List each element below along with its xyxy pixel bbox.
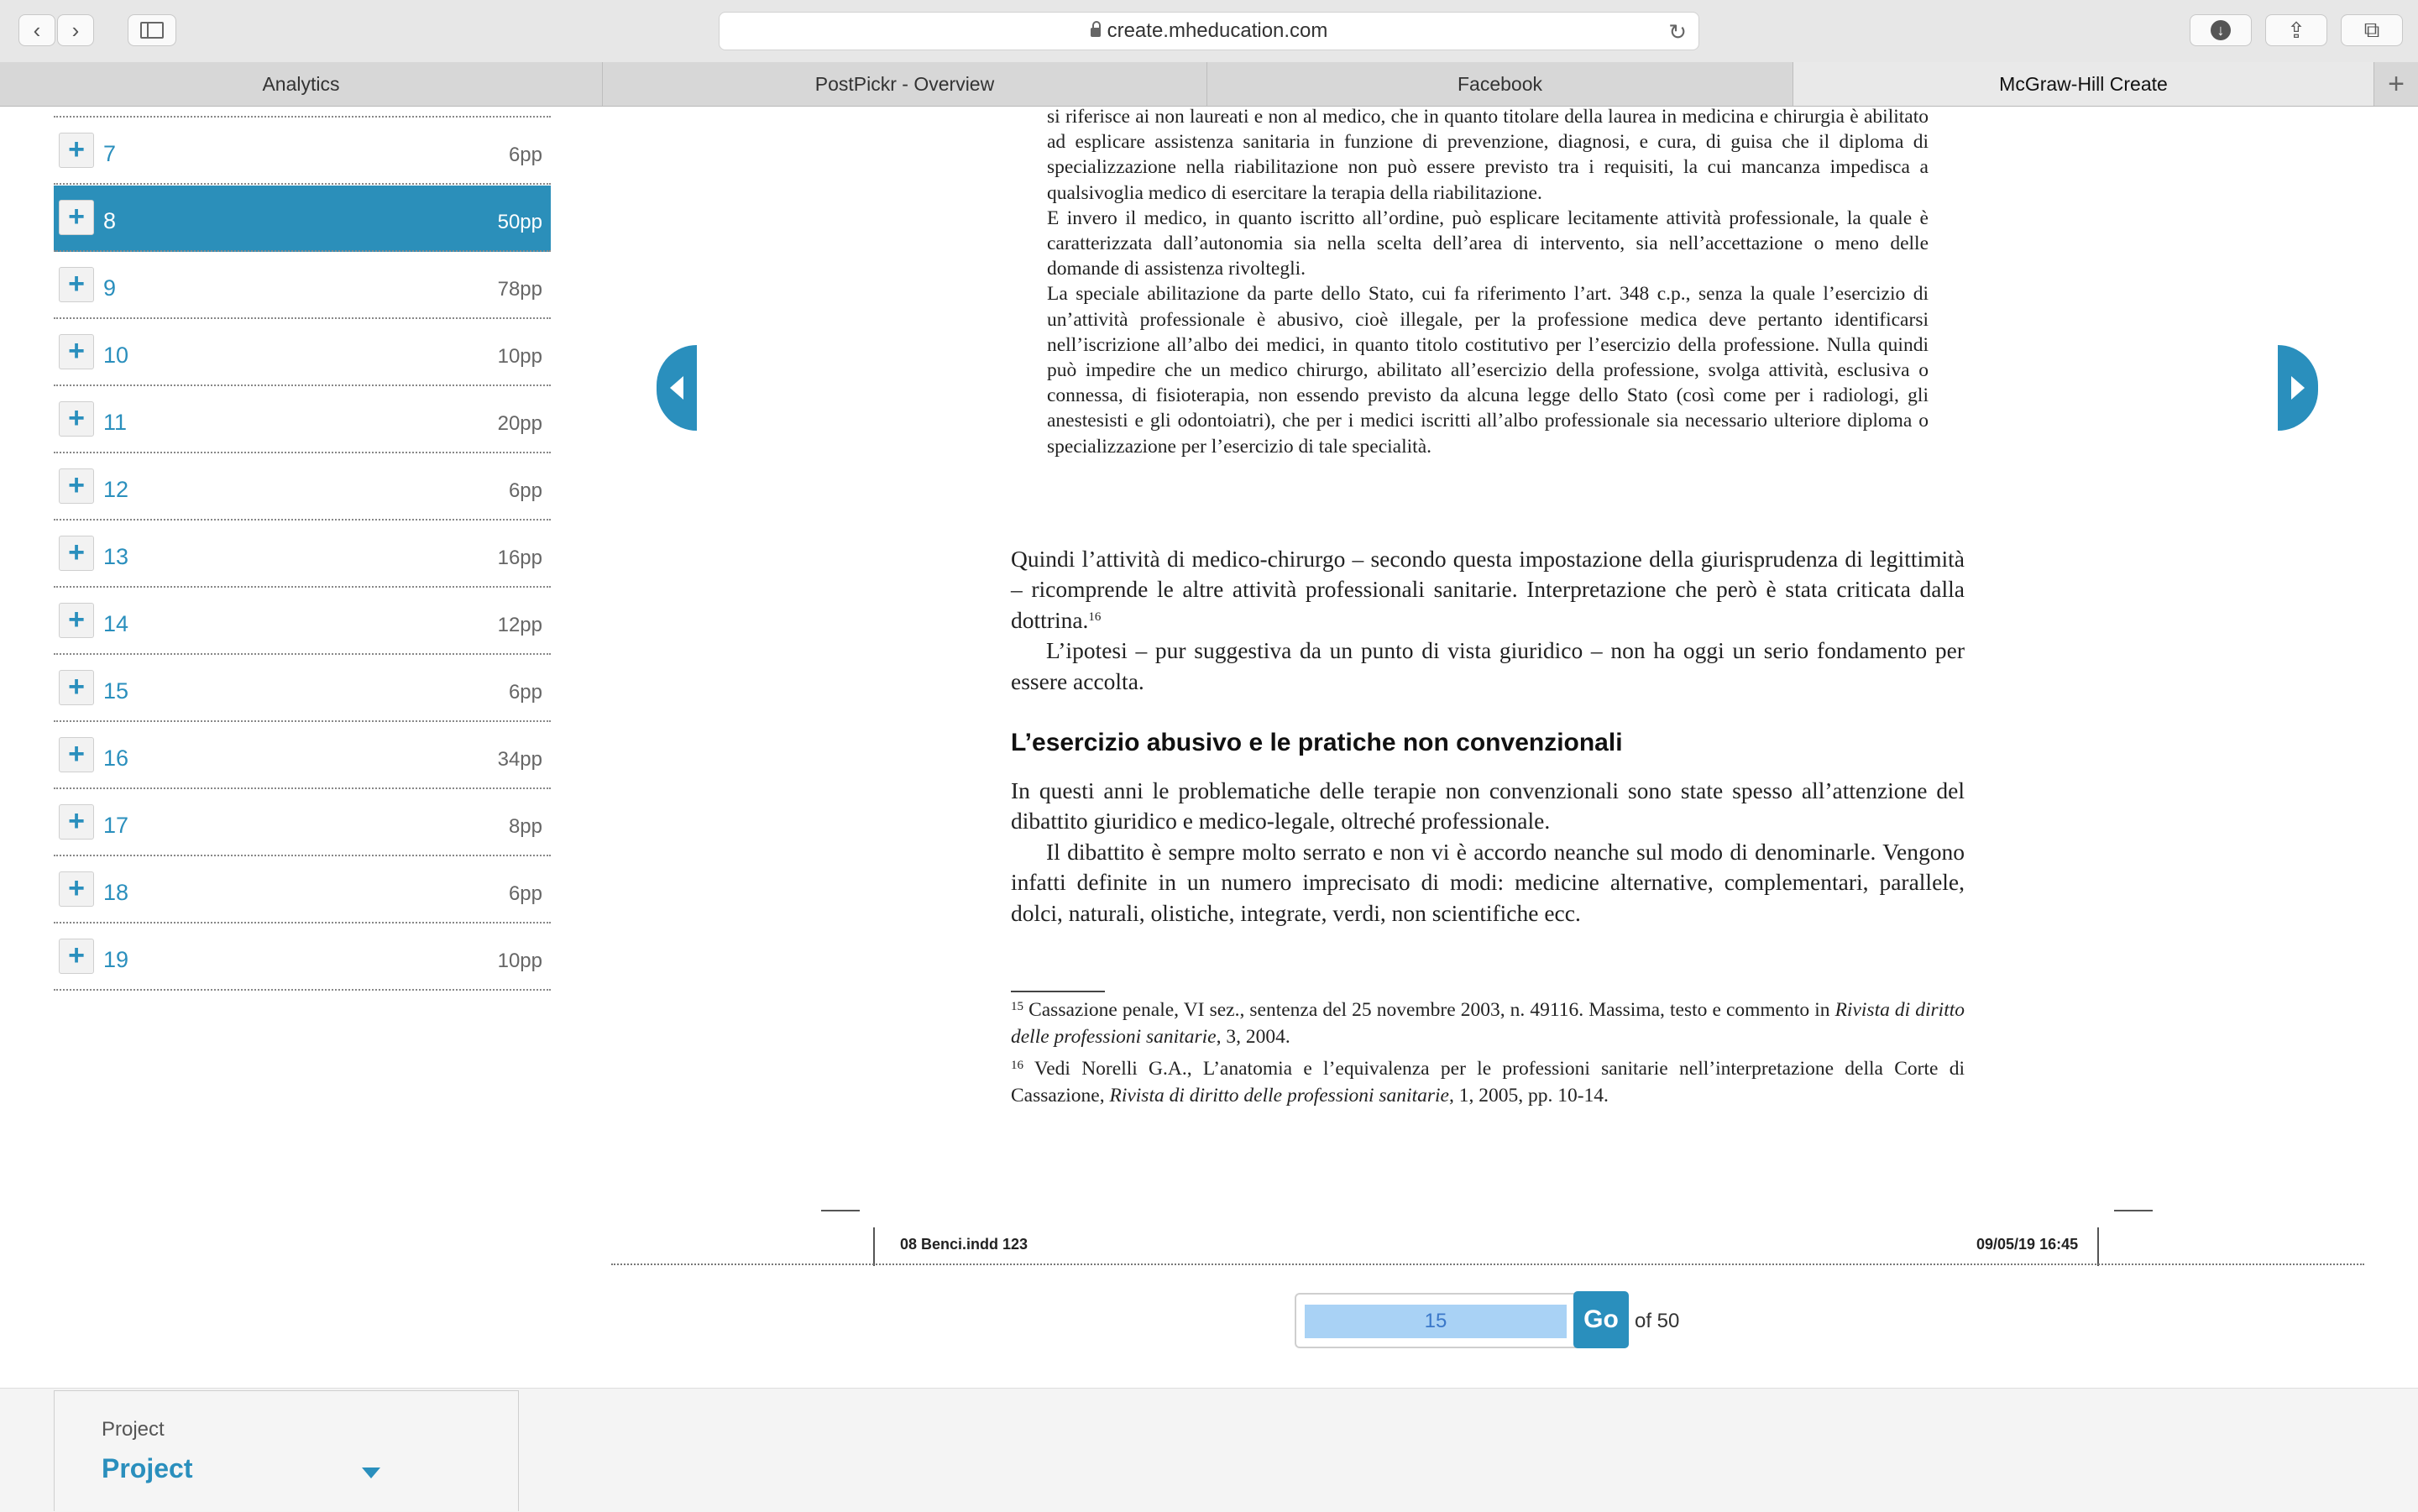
footnote-source: Rivista di diritto delle professioni sanitarie bbox=[1109, 1084, 1449, 1107]
chapter-number[interactable]: 15 bbox=[103, 678, 129, 704]
slug-date-info: 09/05/19 16:45 bbox=[1976, 1236, 2079, 1253]
footnote-source: Rivista di diritto delle professioni sanitarie bbox=[1011, 999, 1965, 1048]
tab-facebook[interactable] bbox=[1207, 62, 1793, 106]
next-page-button[interactable] bbox=[2278, 345, 2318, 431]
section-heading: L’esercizio abusivo e le pratiche non convenzionali bbox=[1011, 729, 1623, 756]
body-paragraph bbox=[1011, 544, 1965, 697]
chapter-list bbox=[54, 106, 551, 991]
chapter-row[interactable] bbox=[54, 253, 551, 319]
sidebar-icon bbox=[140, 22, 164, 39]
expand-plus-icon[interactable]: + bbox=[59, 133, 94, 168]
chapter-pages: 16pp bbox=[497, 547, 542, 569]
chapter-number[interactable]: 7 bbox=[103, 141, 117, 166]
chapter-number[interactable]: 8 bbox=[103, 208, 117, 233]
plus-icon: + bbox=[2388, 67, 2405, 100]
expand-plus-icon[interactable]: + bbox=[59, 871, 94, 907]
footnote-text: Vedi Norelli G.A., L’anatomia e l’equivalenza per le professioni sanitarie nell’interpretazione della Corte di Cassazione, bbox=[1011, 1058, 1965, 1107]
chapter-pages: 50pp bbox=[497, 211, 542, 233]
expand-plus-icon[interactable]: + bbox=[59, 939, 94, 974]
quote-paragraph: E invero il medico, in quanto iscritto all’ordine, può esplicare lecitamente attività professionale, la quale è caratterizzata dall’autonomia sia nella scelta dell’area di intervento, sia nell’accettazione o meno delle domande di assistenza rivoltegli. bbox=[1047, 207, 1929, 280]
chapter-row[interactable] bbox=[54, 723, 551, 789]
project-selector[interactable] bbox=[54, 1390, 519, 1511]
body-paragraph bbox=[1011, 776, 1965, 929]
tab-label: Facebook bbox=[1457, 72, 1542, 95]
previous-page-button[interactable] bbox=[657, 345, 697, 431]
paragraph-text: Quindi l’attività di medico-chirurgo – secondo questa impostazione della giurisprudenza di legittimità – ricomprende le altre attività professionali sanitarie. Interpretazione che però è stata criticata dalla dottrina. bbox=[1011, 546, 1965, 633]
chapter-pages: 6pp bbox=[508, 144, 542, 166]
footnotes bbox=[1011, 997, 1965, 1115]
footnote-divider bbox=[1011, 991, 1105, 992]
chapter-pages: 6pp bbox=[508, 882, 542, 905]
chapter-row[interactable] bbox=[54, 924, 551, 991]
footnote-number: 16 bbox=[1011, 1059, 1023, 1072]
expand-plus-icon[interactable]: + bbox=[59, 536, 94, 571]
chevron-right-icon: › bbox=[71, 17, 80, 43]
sidebar-toggle-button[interactable] bbox=[128, 14, 176, 46]
expand-plus-icon[interactable]: + bbox=[59, 200, 94, 235]
chapter-number[interactable]: 13 bbox=[103, 544, 129, 569]
address-bar[interactable] bbox=[719, 12, 1699, 50]
chapter-number[interactable]: 19 bbox=[103, 947, 129, 972]
reload-icon[interactable]: ↻ bbox=[1668, 19, 1687, 44]
chapter-pages: 10pp bbox=[497, 345, 542, 368]
chapter-number[interactable]: 10 bbox=[103, 343, 129, 368]
footnote-number: 15 bbox=[1011, 1000, 1023, 1013]
chapter-row[interactable] bbox=[54, 857, 551, 923]
chapter-row[interactable] bbox=[54, 387, 551, 453]
project-value[interactable]: Project bbox=[102, 1453, 193, 1483]
forward-button[interactable] bbox=[57, 14, 94, 46]
chapter-number[interactable]: 12 bbox=[103, 477, 129, 502]
tab-label: PostPickr - Overview bbox=[814, 72, 995, 95]
tab-label: Analytics bbox=[262, 72, 340, 95]
browser-toolbar bbox=[0, 0, 2418, 63]
url-text: create.mheducation.com bbox=[1107, 19, 1328, 42]
list-item bbox=[54, 106, 551, 118]
paragraph-text: Il dibattito è sempre molto serrato e non vi è accordo neanche sul modo di denominarle. Vengono infatti definite in un numero imprecisato di modi: medicine alternative, complementari, parallele, dolci, naturali, olistiche, integrate, verdi, non scientifiche ecc. bbox=[1011, 838, 1965, 926]
tabs-overview-button[interactable] bbox=[2341, 14, 2403, 46]
chapter-pages: 78pp bbox=[497, 278, 542, 301]
chapter-number[interactable]: 11 bbox=[103, 410, 128, 435]
back-button[interactable] bbox=[18, 14, 55, 46]
paragraph-text: In questi anni le problematiche delle terapie non convenzionali sono state spesso all’attenzione del dibattito giuridico e medico-legale, oltreché professionale. bbox=[1011, 777, 1965, 834]
footnote bbox=[1011, 1056, 1965, 1109]
expand-plus-icon[interactable]: + bbox=[59, 401, 94, 437]
paragraph-text: L’ipotesi – pur suggestiva da un punto di vista giuridico – non ha oggi un serio fondamento per essere accolta. bbox=[1011, 637, 1965, 694]
crop-mark bbox=[2097, 1227, 2099, 1266]
expand-plus-icon[interactable]: + bbox=[59, 737, 94, 772]
project-label: Project bbox=[102, 1418, 165, 1441]
chapter-row[interactable] bbox=[54, 320, 551, 386]
chapter-number[interactable]: 14 bbox=[103, 611, 129, 636]
tab-bar bbox=[0, 62, 2418, 107]
footnote bbox=[1011, 997, 1965, 1050]
chapter-pages: 34pp bbox=[497, 748, 542, 771]
go-button[interactable]: Go bbox=[1573, 1291, 1629, 1348]
quote-paragraph: si riferisce ai non laureati e non al medico, che in quanto titolare della laurea in medicina e chirurgia è abilitato ad esplicare assistenza sanitaria in funzione di prevenzione, diagnosi, e cura, di guisa che il diploma di specializzazione nella riabilitazione non può essere previsto tra i requisiti, la cui mancanza impedisca a qualsivoglia medico di esercitare la terapia della riabilitazione. bbox=[1047, 106, 1929, 204]
chapter-row[interactable] bbox=[54, 521, 551, 588]
chapter-row[interactable] bbox=[54, 454, 551, 521]
page-edge bbox=[611, 1263, 2364, 1265]
tab-postpickr[interactable] bbox=[603, 62, 1207, 106]
footnote-text: , 3, 2004. bbox=[1216, 1025, 1290, 1048]
tab-analytics[interactable] bbox=[0, 62, 603, 106]
expand-plus-icon[interactable]: + bbox=[59, 334, 94, 369]
crop-mark bbox=[821, 1210, 860, 1211]
downloads-button[interactable] bbox=[2190, 14, 2252, 46]
footnote-ref[interactable]: 16 bbox=[1088, 610, 1102, 624]
chapter-pages: 6pp bbox=[508, 681, 542, 704]
chapter-row-selected[interactable] bbox=[54, 186, 551, 252]
expand-plus-icon[interactable]: + bbox=[59, 267, 94, 302]
chapter-pages: 12pp bbox=[497, 614, 542, 636]
chapter-row[interactable] bbox=[54, 790, 551, 856]
chapter-pages: 8pp bbox=[508, 815, 542, 838]
chapter-number[interactable]: 16 bbox=[103, 746, 129, 771]
expand-plus-icon[interactable]: + bbox=[59, 468, 94, 504]
new-tab-button[interactable] bbox=[2374, 62, 2418, 106]
chapter-pages: 6pp bbox=[508, 479, 542, 502]
share-icon: ⇪ bbox=[2287, 17, 2305, 43]
chapter-pages: 20pp bbox=[497, 412, 542, 435]
tab-label: McGraw-Hill Create bbox=[1999, 72, 2168, 95]
page-number-input[interactable] bbox=[1305, 1305, 1567, 1338]
footnote-text: Cassazione penale, VI sez., sentenza del 25 novembre 2003, n. 49116. Massima, testo e commento in bbox=[1028, 999, 1830, 1021]
chapter-row[interactable] bbox=[54, 118, 551, 185]
chapter-number[interactable]: 18 bbox=[103, 880, 129, 905]
arrow-left-icon bbox=[670, 376, 683, 400]
chapter-pages: 10pp bbox=[497, 950, 542, 972]
expand-plus-icon[interactable]: + bbox=[59, 603, 94, 638]
expand-plus-icon[interactable]: + bbox=[59, 670, 94, 705]
caret-down-icon[interactable] bbox=[362, 1468, 380, 1478]
chapter-number[interactable]: 17 bbox=[103, 813, 129, 838]
slug-file-info: 08 Benci.indd 123 bbox=[900, 1236, 1028, 1253]
lock-icon bbox=[1091, 28, 1101, 37]
quote-paragraph: La speciale abilitazione da parte dello Stato, cui fa riferimento l’art. 348 c.p., senza la quale l’esercizio di un’attività professionale è abusivo, cioè illegale, per la professione medica deve pertanto identificarsi nell’iscrizione all’albo dei medici, in quanto titolo costitutivo per l’esercizio della professione. Nulla quindi può impedire che un medico chirurgo, abilitato all’esercizio della professione, svolga attività, esclusiva o connessa, di fisioterapia, non essendo previsto da alcuna legge dello Stato (così come per i radiologi, gli anestesisti e gli odontoiatri), che per i medici iscritti all’albo professionale sia necessario ulteriore diploma o specializzazione per l’esercizio di tale specialità. bbox=[1047, 283, 1929, 458]
expand-plus-icon[interactable]: + bbox=[59, 804, 94, 840]
crop-mark bbox=[873, 1227, 875, 1266]
chapter-number[interactable]: 9 bbox=[103, 275, 117, 301]
chapter-row[interactable] bbox=[54, 589, 551, 655]
crop-mark bbox=[2114, 1210, 2153, 1211]
block-quote bbox=[1047, 104, 1929, 459]
chevron-left-icon: ‹ bbox=[33, 17, 41, 43]
download-icon: ↓ bbox=[2211, 20, 2231, 40]
tab-mcgraw-hill-create[interactable] bbox=[1793, 62, 2374, 106]
arrow-right-icon bbox=[2291, 376, 2305, 400]
tabs-icon: ⧉ bbox=[2363, 17, 2380, 42]
page-total: of 50 bbox=[1635, 1310, 1680, 1332]
chapter-row[interactable] bbox=[54, 656, 551, 722]
footnote-text: , 1, 2005, pp. 10-14. bbox=[1448, 1084, 1609, 1107]
share-button[interactable] bbox=[2265, 14, 2327, 46]
